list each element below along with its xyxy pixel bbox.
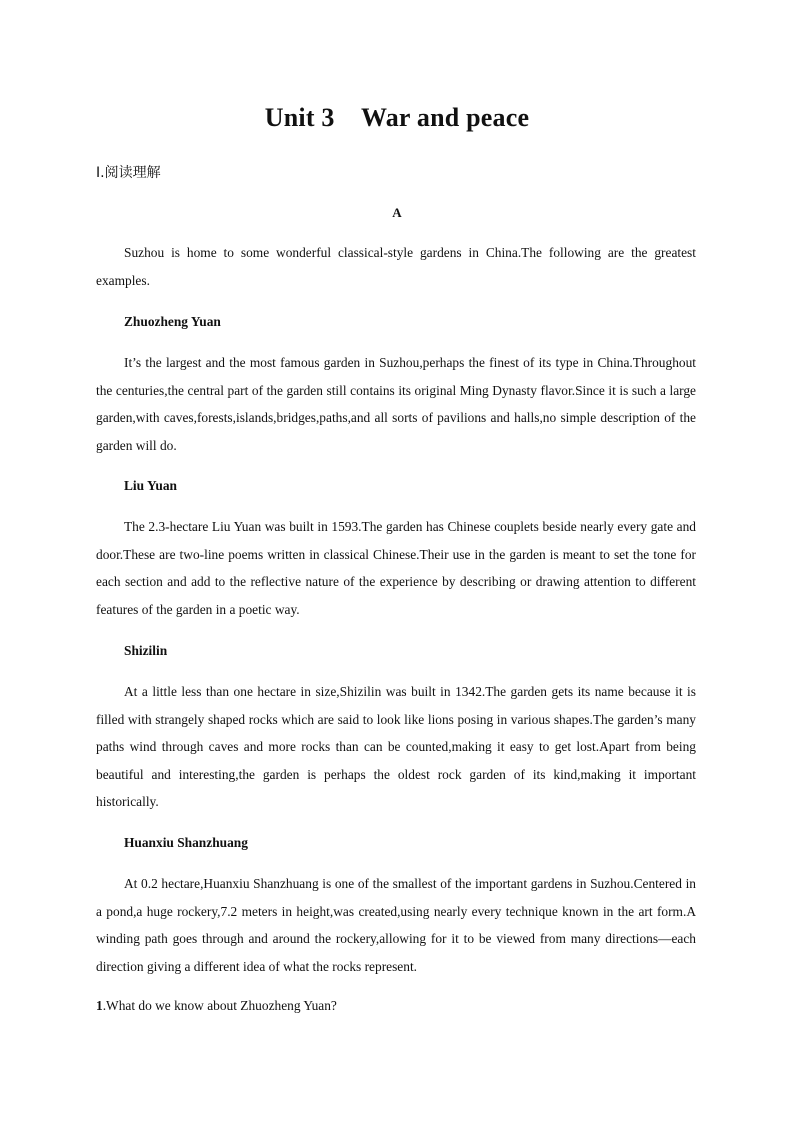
garden-paragraph-huanxiu: At 0.2 hectare,Huanxiu Shanzhuang is one of the smallest of the important gardens in Suzhou.Centered in a pond,a huge rockery,7.2 meters in height,was created,using nearly every technique known in the art form.A winding path goes through and around the rockery,allowing for it to be viewed from many directions—each direction giving a different idea of what the rocks represent.: [96, 876, 696, 974]
question-text: .What do we know about Zhuozheng Yuan?: [102, 998, 337, 1013]
page-title: Unit 3 War and peace: [264, 103, 530, 132]
garden-paragraph-zhuozheng: It’s the largest and the most famous garden in Suzhou,perhaps the finest of its type in China.Throughout the centuries,the central part of the garden still contains its original Ming Dynasty flavor.Since it is such a large garden,with caves,forests,islands,bridges,paths,and all sorts of pavilions and halls,no simple description of the garden will do.: [96, 355, 696, 453]
question-1: [96, 998, 337, 1014]
garden-heading-liu: Liu Yuan: [124, 478, 177, 493]
garden-paragraph-liu: The 2.3-hectare Liu Yuan was built in 1593.The garden has Chinese couplets beside nearly every gate and door.These are two-line poems written in classical Chinese.Their use in the garden is meant to set the tone for each section and add to the reflective nature of the experience by describing or drawing attention to different features of the garden in a poetic way.: [96, 519, 696, 617]
passage-label: A: [392, 205, 402, 220]
question-number: 1: [96, 998, 103, 1013]
garden-heading-huanxiu: Huanxiu Shanzhuang: [124, 835, 248, 850]
garden-heading-shizilin: Shizilin: [124, 643, 168, 658]
garden-heading-zhuozheng: Zhuozheng Yuan: [124, 314, 221, 329]
garden-paragraph-shizilin: At a little less than one hectare in size,Shizilin was built in 1342.The garden gets its name because it is filled with strangely shaped rocks which are said to look like lions posing in various shapes.The garden’s many paths wind through caves and more rocks than can be counted,making it easy to get lost.Apart from being beautiful and interesting,the garden is perhaps the oldest rock garden of its kind,making it important historically.: [96, 684, 696, 810]
intro-paragraph: Suzhou is home to some wonderful classical-style gardens in China.The following are the greatest examples.: [96, 245, 696, 288]
section-label: Ⅰ.阅读理解: [96, 165, 161, 181]
